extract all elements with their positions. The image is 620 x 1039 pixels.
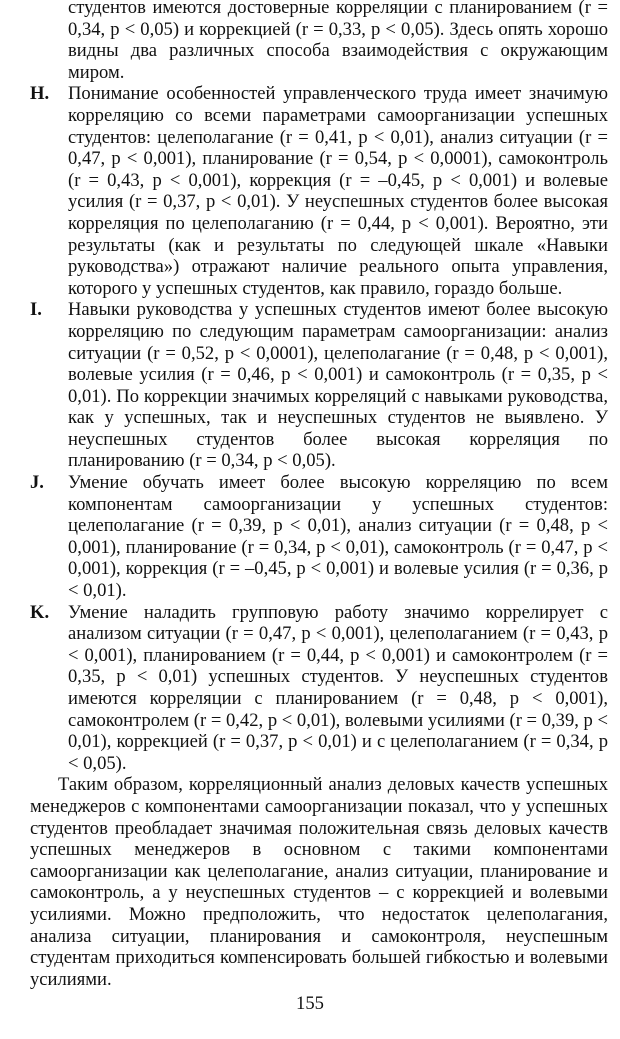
list-item-i: [30, 299, 608, 472]
list-item-h: [30, 83, 608, 299]
conclusion-paragraph: Таким образом, корреляционный анализ деловых качеств успешных менеджеров с компонентами самоорганизации показал, что у успешных студентов преобладает значимая положительная связь деловых качеств успешных менеджеров в основном с такими компонентами самоорганизации как целеполагание, анализ ситуации, планирование и самоконтроль, а у неуспешных студентов – с коррекцией и волевыми усилиями. Можно предположить, что недостаток целеполагания, анализа ситуации, планирования и самоконтроля, неуспешным студентам приходиться компенсировать большей гибкостью и волевыми усилиями.: [30, 774, 608, 990]
item-text: Навыки руководства у успешных студентов имеют более высокую корреляцию по следующим параметрам самоорганизации: анализ ситуации (r = 0,52, p < 0,0001), целеполагание (r = 0,48, p < 0,001), волевые усилия (r = 0,46, p < 0,001) и самоконтроль (r = 0,35, p < 0,01). По коррекции значимых корреляций с навыками руководства, как у успешных, так и неуспешных студентов не выявлено. У неуспешных студентов более высокая корреляция по планированию (r = 0,34, p < 0,05).: [68, 299, 608, 472]
item-letter: K.: [30, 601, 50, 623]
item-text: Понимание особенностей управленческого труда имеет значимую корреляцию со всеми параметрами самоорганизации успешных студентов: целеполагание (r = 0,41, p < 0,01), анализ ситуации (r = 0,47, p < 0,001), планирование (r = 0,54, p < 0,0001), самоконтроль (r = 0,43, p < 0,001), коррекция (r = –0,45, p < 0,001) и волевые усилия (r = 0,37, p < 0,01). У неуспешных студентов более высокая корреляция по целеполаганию (r = 0,44, p < 0,001). Вероятно, эти результаты (как и результаты по следующей шкале «Навыки руководства») отражают наличие реального опыта управления, которого у успешных студентов, как правило, гораздо больше.: [68, 83, 608, 299]
list-item-k: [30, 602, 608, 775]
page-number: 155: [296, 993, 324, 1014]
item-text: Умение обучать имеет более высокую корреляцию по всем компонентам самоорганизации у успешных студентов: целеполагание (r = 0,39, p < 0,01), анализ ситуации (r = 0,48, p < 0,001), планирование (r = 0,34, p < 0,01), самоконтроль (r = 0,47, p < 0,001), коррекция (r = –0,45, p < 0,001) и волевые усилия (r = 0,36, p < 0,01).: [68, 472, 608, 602]
item-letter: H.: [30, 83, 50, 105]
item-letter: J.: [30, 472, 44, 494]
continuation-paragraph: студентов имеются достоверные корреляции с планированием (r = 0,34, p < 0,05) и коррекцией (r = 0,33, p < 0,05). Здесь опять хорошо видны два различных способа взаимодействия с окружающим миром.: [68, 0, 608, 83]
list-item-j: [30, 472, 608, 602]
item-letter: I.: [30, 299, 42, 321]
item-text: Умение наладить групповую работу значимо коррелирует с анализом ситуации (r = 0,47, p < 0,001), целеполаганием (r = 0,43, p < 0,001), планированием (r = 0,44, p < 0,001) и самоконтролем (r = 0,35, p < 0,01) успешных студентов. У неуспешных студентов имеются корреляции с планированием (r = 0,48, p < 0,001), самоконтролем (r = 0,42, p < 0,01), волевыми усилиями (r = 0,39, p < 0,01), коррекцией (r = 0,37, p < 0,01) и с целеполаганием (r = 0,34, p < 0,05).: [68, 601, 608, 774]
page-body: [30, 0, 608, 990]
